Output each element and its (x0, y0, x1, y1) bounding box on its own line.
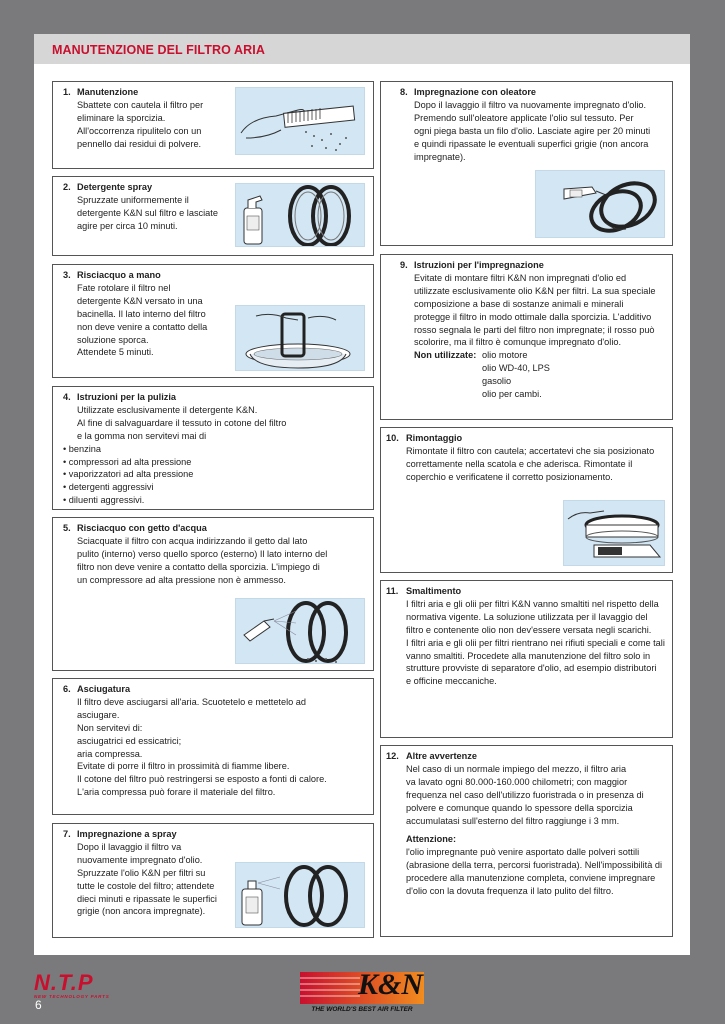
kn-logo (300, 966, 424, 1018)
page-title: MANUTENZIONE DEL FILTRO ARIA (52, 43, 265, 57)
filter-housing-icon (564, 501, 665, 566)
hand-brush-icon (236, 88, 365, 155)
oil-squeeze-icon (536, 171, 665, 238)
bullet-item: • diluenti aggressivi. (63, 494, 363, 507)
step-11-text: 11. Smaltimento I filtri aria e gli olii per filtri K&N vanno smaltiti nel rispetto della normativa vigente. La soluzione utilizzata per il lavaggio del filtro e contenente olio non dev'essere versata negli scarichi. I filtri aria e gli olii per filtri rientrano nei rifiuti speciali e come tali vanno smaltiti. Procedete alla manutenzione del filtro solo in strutture provviste di separatore d'olio, ad esempio distributori e officine meccaniche. (386, 586, 665, 687)
step-7-illustration (235, 862, 365, 928)
step-5-illustration (235, 598, 365, 664)
non-item: olio per cambi. (482, 389, 542, 400)
kn-logo-tagline: THE WORLD'S BEST AIR FILTER (311, 1006, 413, 1013)
step-7-text: 7. Impregnazione a spray Dopo il lavaggio il filtro va nuovamente impregnato d'olio. Spruzzate l'olio K&N per filtri su tutte le costole del filtro; attendete dieci minuti e ripassate le superfici grigie (non ancora impregnate). (63, 829, 217, 917)
step-10-illustration (563, 500, 665, 566)
non-item: olio motore (482, 350, 528, 361)
step-1-text: 1. Manutenzione Sbattete con cautela il filtro per eliminare la sporcizia. All'occorrenza ripulitelo con un pennello dai residui di polvere. (63, 87, 204, 149)
attention-heading: Attenzione: (406, 834, 457, 845)
step-2-text: 2. Detergente spray Spruzzate uniformemente il detergente K&N sul filtro e lasciate agire per circa 10 minuti. (63, 182, 218, 231)
ntp-logo-sub: NEW TECHNOLOGY PARTS (34, 994, 110, 999)
bullet-item: • benzina (63, 443, 363, 456)
step-1-illustration (235, 87, 365, 155)
non-item: olio WD-40, LPS (482, 363, 550, 374)
ntp-logo-main: N.T.P (34, 970, 94, 995)
step-8-illustration (535, 170, 665, 238)
step-10-text: 10. Rimontaggio Rimontate il filtro con cautela; accertatevi che sia posizionato correttamente nella scatola e che aderisca. Rimontate il coperchio e verificatene il corretto posizionamento. (386, 433, 655, 482)
water-nozzle-icon (236, 599, 365, 664)
basin-icon (236, 306, 365, 371)
page-number: 6 (35, 998, 42, 1012)
step-5-text: 5. Risciacquo con getto d'acqua Sciacquate il filtro con acqua indirizzando il getto dal lato pulito (interno) verso quello sporco (esterno) Il lato interno del filtro non deve venire a contatto della sporcizia. L'impiego di un compressore ad alta pressione non è ammesso. (63, 523, 328, 585)
step-4-text: 4. Istruzioni per la pulizia Utilizzate esclusivamente il detergente K&N. Al fine di salvaguardare il tessuto in cotone del filtro e la gomma non servitevi mai di • benzina • compressori ad alta pressione • vaporizzatori ad alta pressione • detergenti aggressivi • diluenti aggressivi. (63, 391, 363, 507)
bullet-item: • detergenti aggressivi (63, 481, 363, 494)
non-item: gasolio (482, 376, 512, 387)
spray-bottle-icon (236, 184, 365, 247)
step-2-illustration (235, 183, 365, 247)
step-4-bullets (63, 443, 363, 508)
bullet-item: • compressori ad alta pressione (63, 456, 363, 469)
bullet-item: • vaporizzatori ad alta pressione (63, 468, 363, 481)
step-3-illustration (235, 305, 365, 371)
step-8-text: 8. Impregnazione con oleatore Dopo il lavaggio il filtro va nuovamente impregnato d'olio. Premendo sull'oleatore applicate l'olio sul tessuto. Per ogni piega basta un filo d'olio. Lasciate agire per 20 minuti e quindi ripassate le eventuali superfici grigie (non ancora impregnate). (400, 87, 651, 162)
step-3-text: 3. Risciacquo a mano Fate rotolare il filtro nel detergente K&N versato in una bacinella. Il lato interno del filtro non deve venire a contatto della soluzione sporca. Attendete 5 minuti. (63, 270, 208, 358)
kn-logo-text: K&N (358, 968, 424, 1001)
non-utilizzate-label: Non utilizzate: (414, 350, 477, 361)
spray-bottle-icon (236, 863, 365, 928)
step-12-text: 12. Altre avvertenze Nel caso di un normale impiego del mezzo, il filtro aria va lavato ogni 80.000-160.000 chilometri; con maggior frequenza nel caso dell'utilizzo fuoristrada o in presenza di polvere e comunque quando lo spessore della sporcizia accumulatasi sull'esterno del filtro raggiunge i 3 mm. Attenzione: l'olio impregnante può venire asportato dalle polveri sottili (abrasione della terra, percorsi fuoristrada). Nell'impossibilità di procedere alla manutenzione completa, conviene impregnare d'olio con la dovuta frequenza il lato pulito del filtro. (386, 750, 668, 898)
step-9-text: 9. Istruzioni per l'impregnazione Evitate di montare filtri K&N non impregnati d'olio ed utilizzate esclusivamente olio K&N per filtri. La sua speciale composizione a base di sostanze animali e minerali protegge il filtro in modo ottimale dalla sporcizia. L'additivo rosso segnala le parti del filtro non impregnate; il rosso può scolorire, ma il filtro è comunque impregnato d'olio. Non utilizzate: olio motore olio WD-40, LPS gasolio olio per cambi. (400, 260, 656, 400)
step-6-text: 6. Asciugatura Il filtro deve asciugarsi all'aria. Scuotetelo e mettetelo ad asciugare. Non servitevi di: asciugatrici ed essicatrici; aria compressa. Evitate di porre il filtro in prossimità di fiamme libere. Il cotone del filtro può restringersi se esposto a fonti di calore. L'aria compressa può forare il materiale del filtro. (63, 684, 327, 798)
ntp-logo (34, 972, 110, 999)
